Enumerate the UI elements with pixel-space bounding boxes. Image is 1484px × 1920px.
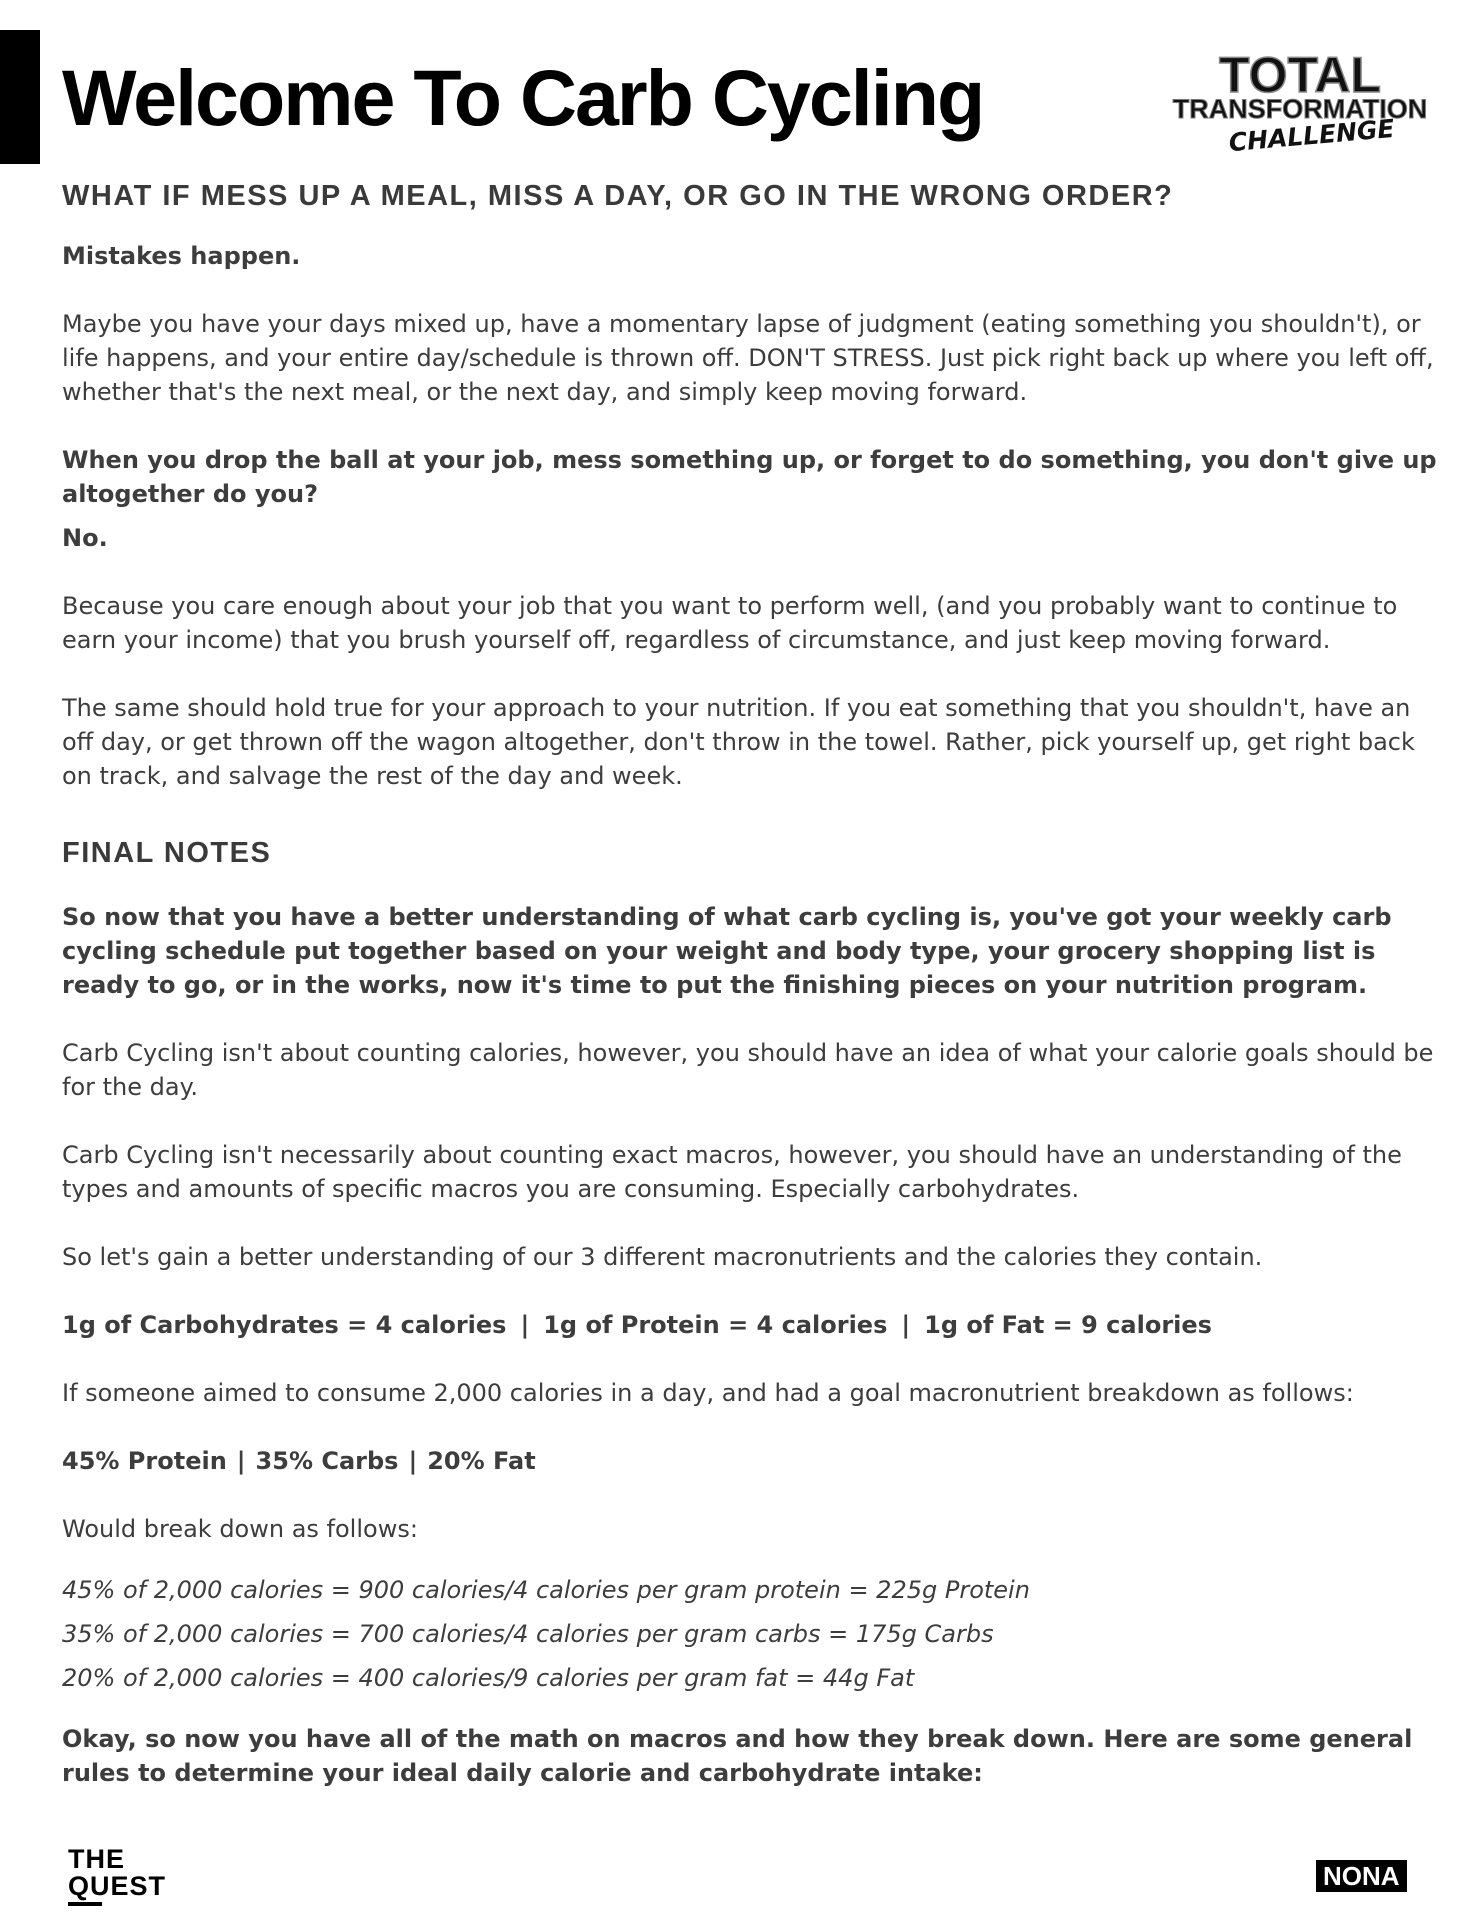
- the-quest-logo-line-2: QUEST: [68, 1871, 167, 1901]
- paragraph: Mistakes happen.: [62, 242, 301, 270]
- the-quest-logo-line-1: THE: [68, 1844, 125, 1874]
- separator: |: [901, 1311, 911, 1339]
- paragraph: If someone aimed to consume 2,000 calories in a day, and had a goal macronutrient breakdown as follows:: [62, 1379, 1354, 1407]
- paragraph: No.: [62, 524, 108, 552]
- page-title: Welcome To Carb Cycling: [62, 53, 984, 142]
- the-quest-logo: [68, 1846, 188, 1908]
- paragraph: Maybe you have your days mixed up, have a momentary lapse of judgment (eating something you shouldn't), or life happens, and your entire day/schedule is thrown off. DON'T STRESS. Just pick right back up where you left off, whether that's the next meal, or the next day, and simply keep moving forward.: [62, 310, 1434, 406]
- macro-protein: 1g of Protein = 4 calories: [543, 1311, 888, 1339]
- split-fat: 20% Fat: [427, 1447, 536, 1475]
- paragraph: Okay, so now you have all of the math on macros and how they break down. Here are some general rules to determine your ideal daily calorie and carbohydrate intake:: [62, 1725, 1413, 1787]
- separator: |: [520, 1311, 530, 1339]
- split-carbs: 35% Carbs: [255, 1447, 399, 1475]
- calculation-fat: 20% of 2,000 calories = 400 calories/9 calories per gram fat = 44g Fat: [62, 1664, 915, 1692]
- paragraph: Because you care enough about your job that you want to perform well, (and you probably want to continue to earn your income) that you brush yourself off, regardless of circumstance, and just keep moving forward.: [62, 592, 1398, 654]
- split-protein: 45% Protein: [62, 1447, 227, 1475]
- logo-line-3: CHALLENGE: [1227, 113, 1396, 158]
- calculation-list: [62, 1568, 1442, 1700]
- separator: |: [236, 1447, 246, 1475]
- calculation-protein: 45% of 2,000 calories = 900 calories/4 calories per gram protein = 225g Protein: [62, 1576, 1030, 1604]
- nona-logo: NONA: [1316, 1860, 1407, 1892]
- paragraph: Would break down as follows:: [62, 1515, 418, 1543]
- paragraph: So let's gain a better understanding of our 3 different macronutrients and the calories they contain.: [62, 1243, 1263, 1271]
- separator: |: [408, 1447, 418, 1475]
- title-accent-bar: [0, 30, 40, 164]
- logo-underline: [68, 1902, 102, 1906]
- paragraph: So now that you have a better understanding of what carb cycling is, you've got your weekly carb cycling schedule put together based on your weight and body type, your grocery shopping list is ready to go, or in the works, now it's time to put the finishing pieces on your nutrition program.: [62, 903, 1392, 999]
- paragraph: When you drop the ball at your job, mess something up, or forget to do something, you don't give up altogether do you?: [62, 446, 1437, 508]
- main-content: [62, 180, 1442, 1790]
- paragraph: The same should hold true for your approach to your nutrition. If you eat something that you shouldn't, have an off day, or get thrown off the wagon altogether, don't throw in the towel. Rather, pick yourself up, get right back on track, and salvage the rest of the day and week.: [62, 694, 1415, 790]
- calculation-carbs: 35% of 2,000 calories = 700 calories/4 calories per gram carbs = 175g Carbs: [62, 1620, 994, 1648]
- macro-carbs: 1g of Carbohydrates = 4 calories: [62, 1311, 507, 1339]
- total-transformation-challenge-logo: [1150, 48, 1450, 158]
- section-heading-final-notes: FINAL NOTES: [62, 837, 272, 869]
- macro-fat: 1g of Fat = 9 calories: [924, 1311, 1212, 1339]
- logo-line-2: TRANSFORMATION: [1172, 94, 1428, 124]
- paragraph: Carb Cycling isn't necessarily about counting exact macros, however, you should have an understanding of the types and amounts of specific macros you are consuming. Especially carbohydrates.: [62, 1141, 1402, 1203]
- macro-calorie-line: [62, 1308, 1442, 1342]
- logo-line-1: TOTAL: [1218, 48, 1382, 103]
- section-heading-mistakes: WHAT IF MESS UP A MEAL, MISS A DAY, OR GO IN THE WRONG ORDER?: [62, 180, 1174, 212]
- paragraph: Carb Cycling isn't about counting calories, however, you should have an idea of what your calorie goals should be for the day.: [62, 1039, 1434, 1101]
- macro-split-line: [62, 1444, 1442, 1478]
